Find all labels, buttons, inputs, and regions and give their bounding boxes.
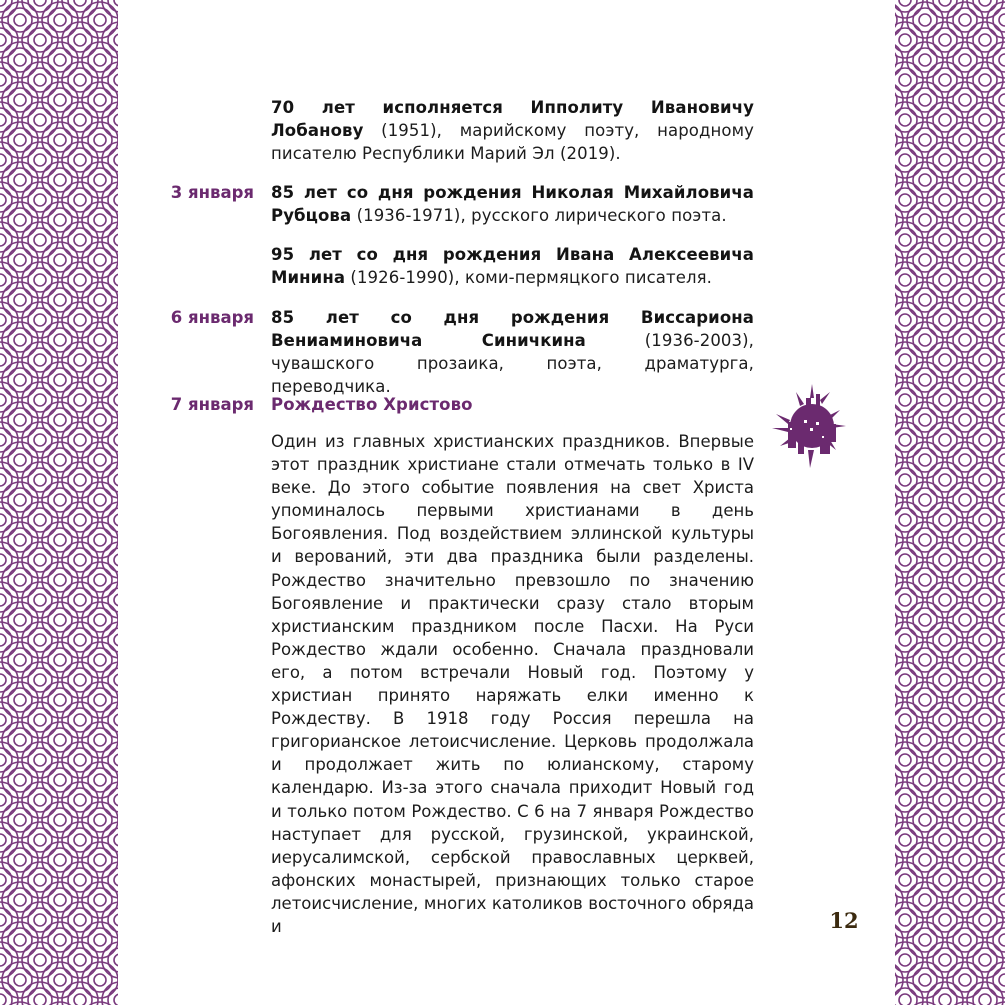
entry-date: 3 января	[170, 183, 254, 202]
entry-date: 6 января	[170, 308, 254, 327]
entry-details: (1951), марийскому поэту, народному писателю Республики Марий Эл (2019).	[271, 121, 754, 163]
entry-headline: 85 лет со дня рождения Виссариона Вениаминовича Синичкина	[271, 308, 754, 350]
entry-details: (1936-2003), чувашского прозаика, поэта, драматурга, переводчика.	[271, 331, 754, 396]
article-body: Один из главных христианских праздников. Впервые этот праздник христиане стали отмечать только в IV веке. До этого событие появления на свет Христа упоминалось первыми христианами в день Богоявления. Под воздействием эллинской культуры и верований, эти два праздника были разделены. Рождество значительно превзошло по значению Богоявление и практически сразу стало вторым христианским праздником после Пасхи. На Руси Рождество ждали особенно. Сначала праздновали его, а потом встречали Новый год. Поэтому у христиан принято наряжать елки именно к Рождеству. В 1918 году Россия перешла на григорианское летоисчисление. Церковь продолжала и продолжает жить по юлианскому, старому календарю. Из-за этого сначала приходит Новый год и только потом Рождество. С 6 на 7 января Рождество наступает для русской, грузинской, украинской, иерусалимской, сербской православных церквей, афонских монастырей, признающих только старое летоисчисление, многих католиков восточного обряда и	[271, 432, 754, 936]
burst-city-emblem-icon	[770, 384, 848, 468]
entry-text	[271, 181, 754, 227]
entry-text	[271, 243, 754, 289]
entry-headline: 70 лет исполняется Ипполиту Ивановичу Лобанову	[271, 98, 754, 140]
right-border-pattern	[895, 0, 1005, 1005]
entry-title: Рождество Христово	[271, 395, 473, 414]
entry-text	[271, 306, 754, 398]
page-number: 12	[829, 908, 859, 933]
entry-headline: 95 лет со дня рождения Ивана Алексеевича Минина	[271, 245, 754, 287]
entry-text	[271, 96, 754, 165]
entry-details: (1936-1971), русского лирического поэта.	[351, 206, 727, 225]
left-border-pattern	[0, 0, 118, 1005]
entry-date: 7 января	[170, 395, 254, 414]
entry-details: (1926-1990), коми-пермяцкого писателя.	[345, 268, 712, 287]
entry-headline: 85 лет со дня рождения Николая Михайловича Рубцова	[271, 183, 754, 225]
